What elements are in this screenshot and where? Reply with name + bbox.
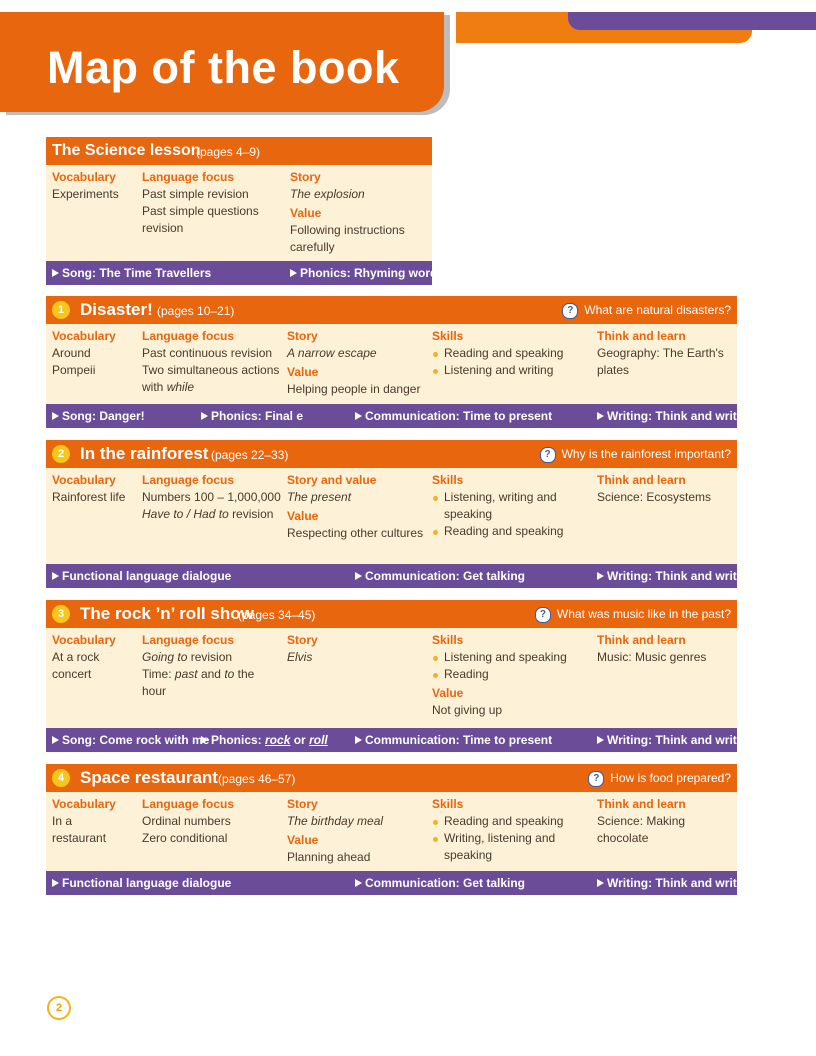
vocabulary-column xyxy=(52,169,136,203)
vocabulary-heading: Vocabulary xyxy=(52,329,116,343)
header-purple-band xyxy=(568,12,816,30)
unit-title: In the rainforest xyxy=(80,444,209,463)
play-icon xyxy=(355,572,362,580)
unit-number-badge: 3 xyxy=(52,605,70,623)
vocabulary-column xyxy=(52,328,136,379)
think-and-learn-heading: Think and learn xyxy=(597,633,686,647)
footer-communication: Communication: Time to present xyxy=(355,733,552,747)
unit-pages: (pages 4–9) xyxy=(196,145,261,159)
vocabulary-text: Experiments xyxy=(52,187,119,201)
language-focus-heading: Language focus xyxy=(142,473,235,487)
story-text: A narrow escape xyxy=(287,346,377,360)
question-bulb-icon: ? xyxy=(540,447,556,463)
value-text: Respecting other cultures xyxy=(287,526,424,540)
vocabulary-text: At a rock concert xyxy=(52,650,100,681)
language-focus-column xyxy=(142,632,266,700)
unit-title: Disaster! xyxy=(80,300,153,319)
big-question: ? Why is the rainforest important? xyxy=(540,447,731,463)
skills-column xyxy=(432,796,582,864)
unit-footer xyxy=(46,871,744,895)
language-focus-line: Zero conditional xyxy=(142,831,228,845)
science-lesson-header xyxy=(46,137,432,165)
footer-communication: Communication: Get talking xyxy=(355,569,525,583)
value-text: Following instructions carefully xyxy=(290,223,405,254)
unit-header xyxy=(46,440,737,468)
play-icon xyxy=(355,879,362,887)
question-bulb-icon: ? xyxy=(588,771,604,787)
think-and-learn-text: Geography: The Earth's plates xyxy=(597,346,724,377)
story-heading: Story xyxy=(287,633,318,647)
vocabulary-heading: Vocabulary xyxy=(52,473,116,487)
unit-header xyxy=(46,296,737,324)
think-and-learn-column xyxy=(597,796,707,847)
footer-writing: Writing: Think and write xyxy=(597,569,743,583)
vocabulary-column xyxy=(52,632,136,683)
footer-phonics: Phonics: Final e xyxy=(201,409,303,423)
skill-item: Listening, writing and speaking xyxy=(432,489,582,523)
language-focus-line: Two simultaneous actions with while xyxy=(142,363,280,394)
unit-1-block xyxy=(46,296,744,428)
play-icon xyxy=(52,572,59,580)
story-heading: Story xyxy=(287,329,318,343)
language-focus-column xyxy=(142,472,284,523)
value-text: Planning ahead xyxy=(287,850,371,864)
value-text: Helping people in danger xyxy=(287,382,421,396)
unit-3-block xyxy=(46,600,744,752)
question-bulb-icon: ? xyxy=(535,607,551,623)
story-text: The present xyxy=(287,490,352,504)
language-focus-column xyxy=(142,328,280,396)
unit-2-block xyxy=(46,440,744,588)
skills-heading: Skills xyxy=(432,633,464,647)
story-column xyxy=(287,632,427,666)
value-heading: Value xyxy=(287,833,319,847)
unit-title: Space restaurant xyxy=(80,768,218,787)
skills-column xyxy=(432,632,582,719)
skill-item: Reading and speaking xyxy=(432,345,582,362)
language-focus-line: Past continuous revision xyxy=(142,346,273,360)
play-icon xyxy=(290,269,297,277)
footer-writing: Writing: Think and write xyxy=(597,409,743,423)
skills-heading: Skills xyxy=(432,473,464,487)
vocabulary-column xyxy=(52,472,138,506)
unit-pages: (pages 10–21) xyxy=(157,304,235,318)
story-text: The birthday meal xyxy=(287,814,384,828)
unit-pages: (pages 46–57) xyxy=(218,772,296,786)
footer-writing: Writing: Think and write xyxy=(597,733,743,747)
unit-title: The Science lesson xyxy=(52,142,201,159)
skill-item: Listening and writing xyxy=(432,362,582,379)
unit-footer xyxy=(46,564,744,588)
footer-functional-language: Functional language dialogue xyxy=(52,876,231,890)
value-heading: Value xyxy=(287,509,319,523)
story-heading: Story xyxy=(287,797,318,811)
think-and-learn-heading: Think and learn xyxy=(597,797,686,811)
skills-heading: Skills xyxy=(432,329,464,343)
unit-header xyxy=(46,764,737,792)
value-heading: Value xyxy=(432,686,464,700)
language-focus-line: Time: past and to the hour xyxy=(142,667,255,698)
skills-heading: Skills xyxy=(432,797,464,811)
skill-item: Reading xyxy=(432,666,582,683)
value-heading: Value xyxy=(287,365,319,379)
vocabulary-heading: Vocabulary xyxy=(52,170,116,184)
footer-functional-language: Functional language dialogue xyxy=(52,569,231,583)
think-and-learn-text: Science: Ecosystems xyxy=(597,490,712,504)
science-lesson-block xyxy=(46,137,445,285)
play-icon xyxy=(355,736,362,744)
play-icon xyxy=(201,412,208,420)
vocabulary-text: In a restaurant xyxy=(52,814,107,845)
unit-footer xyxy=(46,404,744,428)
play-icon xyxy=(597,572,604,580)
skills-column xyxy=(432,328,582,379)
language-focus-line: Ordinal numbers xyxy=(142,814,231,828)
play-icon xyxy=(52,879,59,887)
play-icon xyxy=(201,736,208,744)
language-focus-heading: Language focus xyxy=(142,797,235,811)
skill-item: Listening and speaking xyxy=(432,649,582,666)
unit-pages: (pages 22–33) xyxy=(211,448,289,462)
story-column xyxy=(290,169,426,256)
skill-item: Writing, listening and speaking xyxy=(432,830,582,864)
think-and-learn-heading: Think and learn xyxy=(597,329,686,343)
story-text: Elvis xyxy=(287,650,313,664)
footer-communication: Communication: Get talking xyxy=(355,876,525,890)
unit-number-badge: 4 xyxy=(52,769,70,787)
vocabulary-heading: Vocabulary xyxy=(52,633,116,647)
footer-song: Song: Danger! xyxy=(52,409,145,423)
vocabulary-text: Around Pompeii xyxy=(52,346,96,377)
think-and-learn-column xyxy=(597,328,731,379)
story-text: The explosion xyxy=(290,187,365,201)
vocabulary-heading: Vocabulary xyxy=(52,797,116,811)
think-and-learn-column xyxy=(597,472,731,506)
footer-song: Song: The Time Travellers xyxy=(52,266,211,280)
story-column xyxy=(287,472,427,542)
unit-footer xyxy=(46,728,744,752)
language-focus-heading: Language focus xyxy=(142,329,235,343)
language-focus-heading: Language focus xyxy=(142,170,235,184)
question-bulb-icon: ? xyxy=(562,303,578,319)
unit-number-badge: 1 xyxy=(52,301,70,319)
big-question: ? What was music like in the past? xyxy=(535,607,731,623)
language-focus-line: Past simple questions revision xyxy=(142,204,259,235)
think-and-learn-column xyxy=(597,632,731,666)
language-focus-column xyxy=(142,169,278,237)
skill-item: Reading and speaking xyxy=(432,523,582,540)
story-column xyxy=(287,796,427,866)
big-question: ? What are natural disasters? xyxy=(562,303,731,319)
page-title: Map of the book xyxy=(47,42,400,93)
story-column xyxy=(287,328,427,398)
story-heading: Story and value xyxy=(287,473,377,487)
language-focus-line: Have to / Had to revision xyxy=(142,507,274,521)
language-focus-line: Going to revision xyxy=(142,650,233,664)
footer-song: Song: Come rock with me xyxy=(52,733,209,747)
unit-number-badge: 2 xyxy=(52,445,70,463)
footer-phonics: Phonics: rock or roll xyxy=(201,733,328,747)
unit-header xyxy=(46,600,737,628)
play-icon xyxy=(597,736,604,744)
play-icon xyxy=(597,412,604,420)
footer-writing: Writing: Think and write xyxy=(597,876,743,890)
value-text: Not giving up xyxy=(432,703,503,717)
value-heading: Value xyxy=(290,206,322,220)
play-icon xyxy=(355,412,362,420)
think-and-learn-text: Music: Music genres xyxy=(597,650,707,664)
language-focus-heading: Language focus xyxy=(142,633,235,647)
think-and-learn-heading: Think and learn xyxy=(597,473,686,487)
think-and-learn-text: Science: Making chocolate xyxy=(597,814,686,845)
play-icon xyxy=(52,269,59,277)
story-heading: Story xyxy=(290,170,321,184)
skills-column xyxy=(432,472,582,540)
unit-pages: (pages 34–45) xyxy=(238,608,316,622)
big-question: ? How is food prepared? xyxy=(588,771,731,787)
play-icon xyxy=(52,412,59,420)
unit-title: The rock ’n’ roll show xyxy=(80,604,254,623)
unit-4-block xyxy=(46,764,744,895)
language-focus-line: Numbers 100 – 1,000,000 xyxy=(142,490,281,504)
vocabulary-text: Rainforest life xyxy=(52,490,126,504)
page-number: 2 xyxy=(47,996,71,1020)
language-focus-line: Past simple revision xyxy=(142,187,249,201)
play-icon xyxy=(597,879,604,887)
vocabulary-column xyxy=(52,796,122,847)
unit-footer xyxy=(46,261,445,285)
footer-phonics: Phonics: Rhyming words xyxy=(290,266,444,280)
skill-item: Reading and speaking xyxy=(432,813,582,830)
footer-communication: Communication: Time to present xyxy=(355,409,552,423)
play-icon xyxy=(52,736,59,744)
language-focus-column xyxy=(142,796,280,847)
